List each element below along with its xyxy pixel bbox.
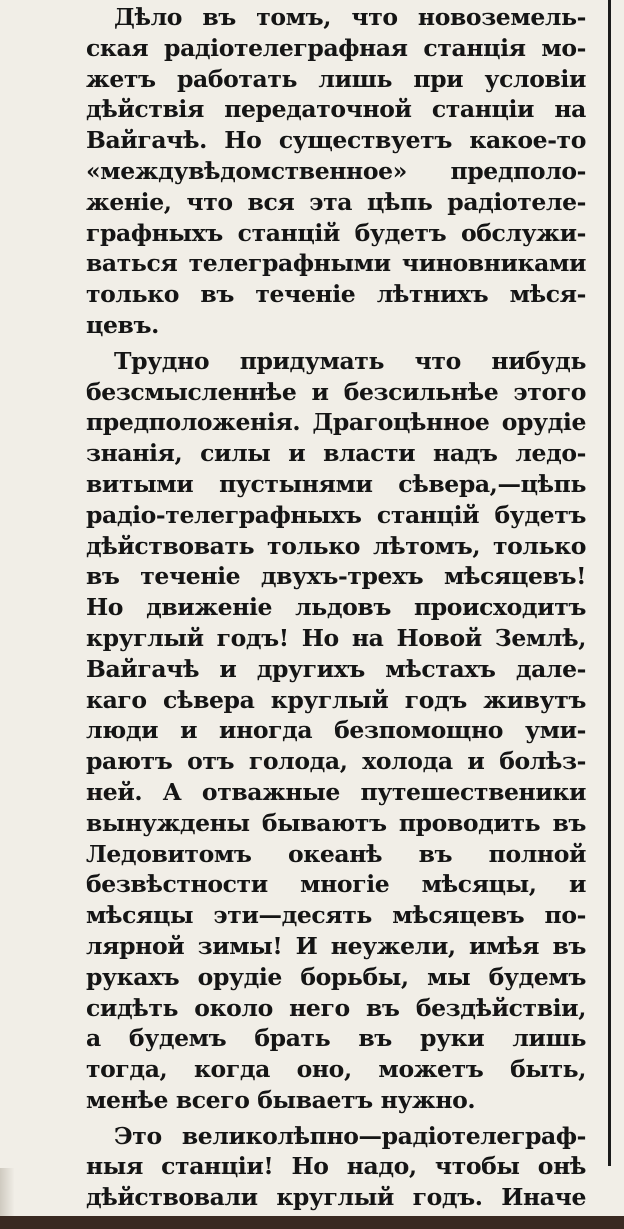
text-line: витыми пустынями сѣвера,—цѣпь — [86, 469, 586, 498]
paragraph-1 — [86, 2, 586, 341]
text-line: Вайгачѣ. Но существуетъ какое-то — [86, 126, 586, 155]
text-line: Трудно придумать что нибудь — [114, 346, 586, 375]
text-line: а будемъ брать въ руки лишь — [86, 1024, 586, 1053]
scan-edge — [0, 1168, 14, 1216]
text-line: «междувѣдомственное» предполо- — [86, 156, 586, 185]
text-line: менѣе всего бываетъ нужно. — [86, 1085, 476, 1114]
paragraph-3 — [86, 1121, 586, 1213]
text-line: цевъ. — [86, 310, 159, 339]
text-line: ская радіотелеграфная станція мо- — [86, 33, 586, 62]
text-line: сидѣть около него въ бездѣйствіи, — [86, 993, 586, 1022]
text-line: въ теченіе двухъ-трехъ мѣсяцевъ! — [86, 562, 586, 591]
text-line: предположенія. Драгоцѣнное орудіе — [86, 408, 586, 437]
text-line: лярной зимы! И неужели, имѣя въ — [86, 931, 586, 960]
text-line: безвѣстности многіе мѣсяцы, и — [86, 870, 586, 899]
text-line: женіе, что вся эта цѣпь радіотеле- — [86, 187, 586, 216]
column-rule — [608, 0, 611, 1166]
text-line: дѣйствія передаточной станціи на — [86, 95, 586, 124]
text-line: мѣсяцы эти—десять мѣсяцевъ по- — [86, 901, 586, 930]
text-line: вынуждены бываютъ проводить въ — [86, 808, 586, 837]
text-line: раютъ отъ голода, холода и болѣз- — [86, 747, 586, 776]
text-line: дѣйствовали круглый годъ. Иначе — [86, 1183, 586, 1212]
text-line: круглый годъ! Но на Новой Землѣ, — [86, 623, 586, 652]
text-line: ныя станціи! Но надо, чтобы онѣ — [86, 1152, 586, 1181]
text-line: знанія, силы и власти надъ ледо- — [86, 439, 586, 468]
text-line: ней. А отважные путешественики — [86, 777, 586, 806]
text-line: жетъ работать лишь при условіи — [86, 64, 586, 93]
text-line: Но движеніе льдовъ происходитъ — [86, 593, 586, 622]
text-line: Вайгачѣ и другихъ мѣстахъ дале- — [86, 654, 586, 683]
text-line: безсмысленнѣе и безсильнѣе этого — [86, 377, 586, 406]
text-line: только въ теченіе лѣтнихъ мѣся- — [86, 280, 586, 309]
paragraph-2 — [86, 346, 586, 1116]
text-line: дѣйствовать только лѣтомъ, только — [86, 531, 586, 560]
text-line: люди и иногда безпомощно уми- — [86, 716, 586, 745]
text-line: тогда, когда оно, можетъ быть, — [86, 1055, 586, 1084]
text-line: каго сѣвера круглый годъ живутъ — [86, 685, 586, 714]
text-line: Дѣло въ томъ, что новоземель- — [114, 3, 586, 31]
text-line: графныхъ станцій будетъ обслужи- — [86, 218, 586, 247]
scan-bottom-edge — [0, 1216, 624, 1229]
text-line: радіо-телеграфныхъ станцій будетъ — [86, 500, 586, 529]
text-line: Ледовитомъ океанѣ въ полной — [86, 839, 586, 868]
text-line: ваться телеграфными чиновниками — [86, 249, 586, 278]
text-line: рукахъ орудіе борьбы, мы будемъ — [86, 962, 586, 991]
text-column — [86, 2, 586, 1213]
text-line: Это великолѣпно—радіотелеграф- — [114, 1121, 586, 1150]
